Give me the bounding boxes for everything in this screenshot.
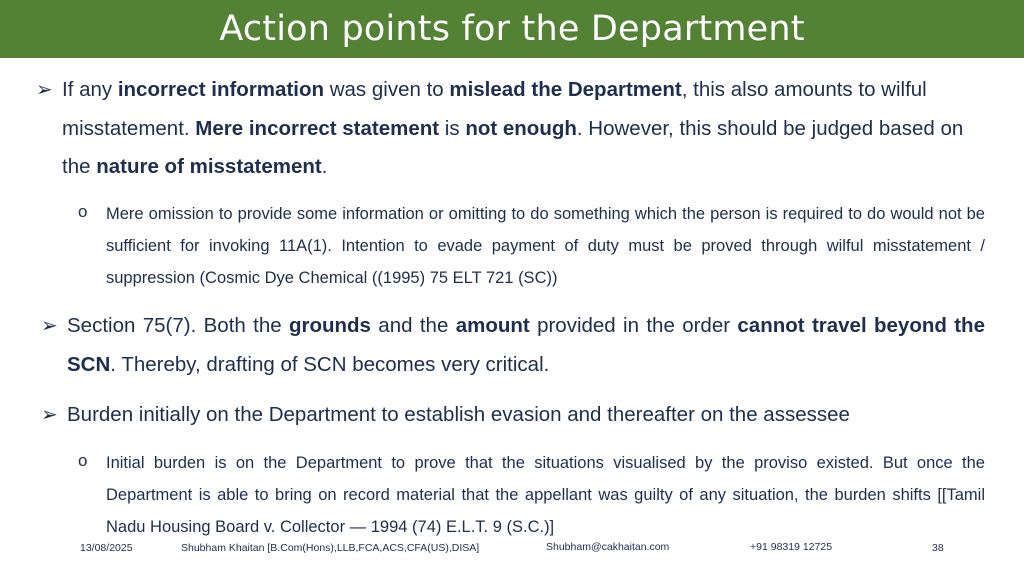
bold-phrase: Mere incorrect statement — [195, 116, 440, 140]
text-run: and the — [370, 314, 456, 337]
bullet-arrow-icon: ➢ — [36, 79, 53, 101]
bold-phrase: cannot travel beyond the SCN — [67, 314, 985, 376]
text-run: is — [439, 116, 466, 140]
bold-phrase: grounds — [288, 314, 371, 337]
text-run: Burden initially on the Department to establish evasion and thereafter on the assessee — [67, 403, 850, 426]
footer-email: Shubham@cakhaitan.com — [546, 541, 670, 553]
footer-phone: +91 98319 12725 — [750, 541, 833, 553]
subpoint-1 — [78, 198, 985, 294]
title-bar — [0, 0, 1024, 58]
subpoint-2 — [78, 447, 985, 543]
bold-phrase: amount — [455, 314, 530, 337]
bullet-arrow-icon: ➢ — [41, 315, 58, 337]
text-run: provided in the order — [529, 314, 738, 337]
subpoint-2-text: Initial burden is on the Department to prove that the situations visualised by the proviso existed. But once the Department is able to bring on record material that the appellant was guilty of any situation, the burden shifts [[Tamil Nadu Housing Board v. Collector — 1994 (74) E.L.T. 9 (S.C.)] — [106, 454, 985, 536]
text-run: was given to — [324, 78, 450, 101]
sub-bullet-icon: o — [78, 451, 88, 470]
text-run: If any — [62, 78, 118, 101]
bullet-3 — [41, 396, 997, 435]
sub-bullet-icon: o — [78, 202, 88, 221]
footer-page-number: 38 — [932, 542, 944, 554]
footer-author: Shubham Khaitan [B.Com(Hons),LLB,FCA,ACS,CFA(US),DISA] — [181, 542, 480, 554]
bullet-2-text — [67, 314, 985, 376]
bullet-arrow-icon: ➢ — [41, 404, 58, 426]
text-run: . — [321, 155, 328, 178]
text-run: , this also amounts to wilful misstatement. — [62, 78, 927, 140]
text-run: Section 75(7). Both the — [67, 314, 289, 337]
bold-phrase: nature of misstatement — [96, 155, 322, 178]
slide-title: Action points for the Department — [219, 9, 805, 49]
text-run: . Thereby, drafting of SCN becomes very critical. — [110, 352, 550, 376]
bold-phrase: not enough — [465, 116, 577, 140]
bullet-1-text — [62, 78, 963, 178]
text-run: . However, this should be judged based on the — [62, 116, 964, 178]
bold-phrase: incorrect information — [117, 78, 325, 101]
subpoint-1-text: Mere omission to provide some information or omitting to do something which the person is required to do would not be sufficient for invoking 11A(1). Intention to evade payment of duty must be proved through wilful misstatement / suppression (Cosmic Dye Chemical ((1995) 75 ELT 721 (SC)) — [106, 205, 985, 287]
bullet-3-text — [67, 403, 850, 426]
bold-phrase: mislead the Department — [449, 78, 682, 101]
bullet-2 — [41, 307, 985, 384]
bullet-1 — [36, 71, 982, 187]
footer-date: 13/08/2025 — [80, 542, 133, 554]
